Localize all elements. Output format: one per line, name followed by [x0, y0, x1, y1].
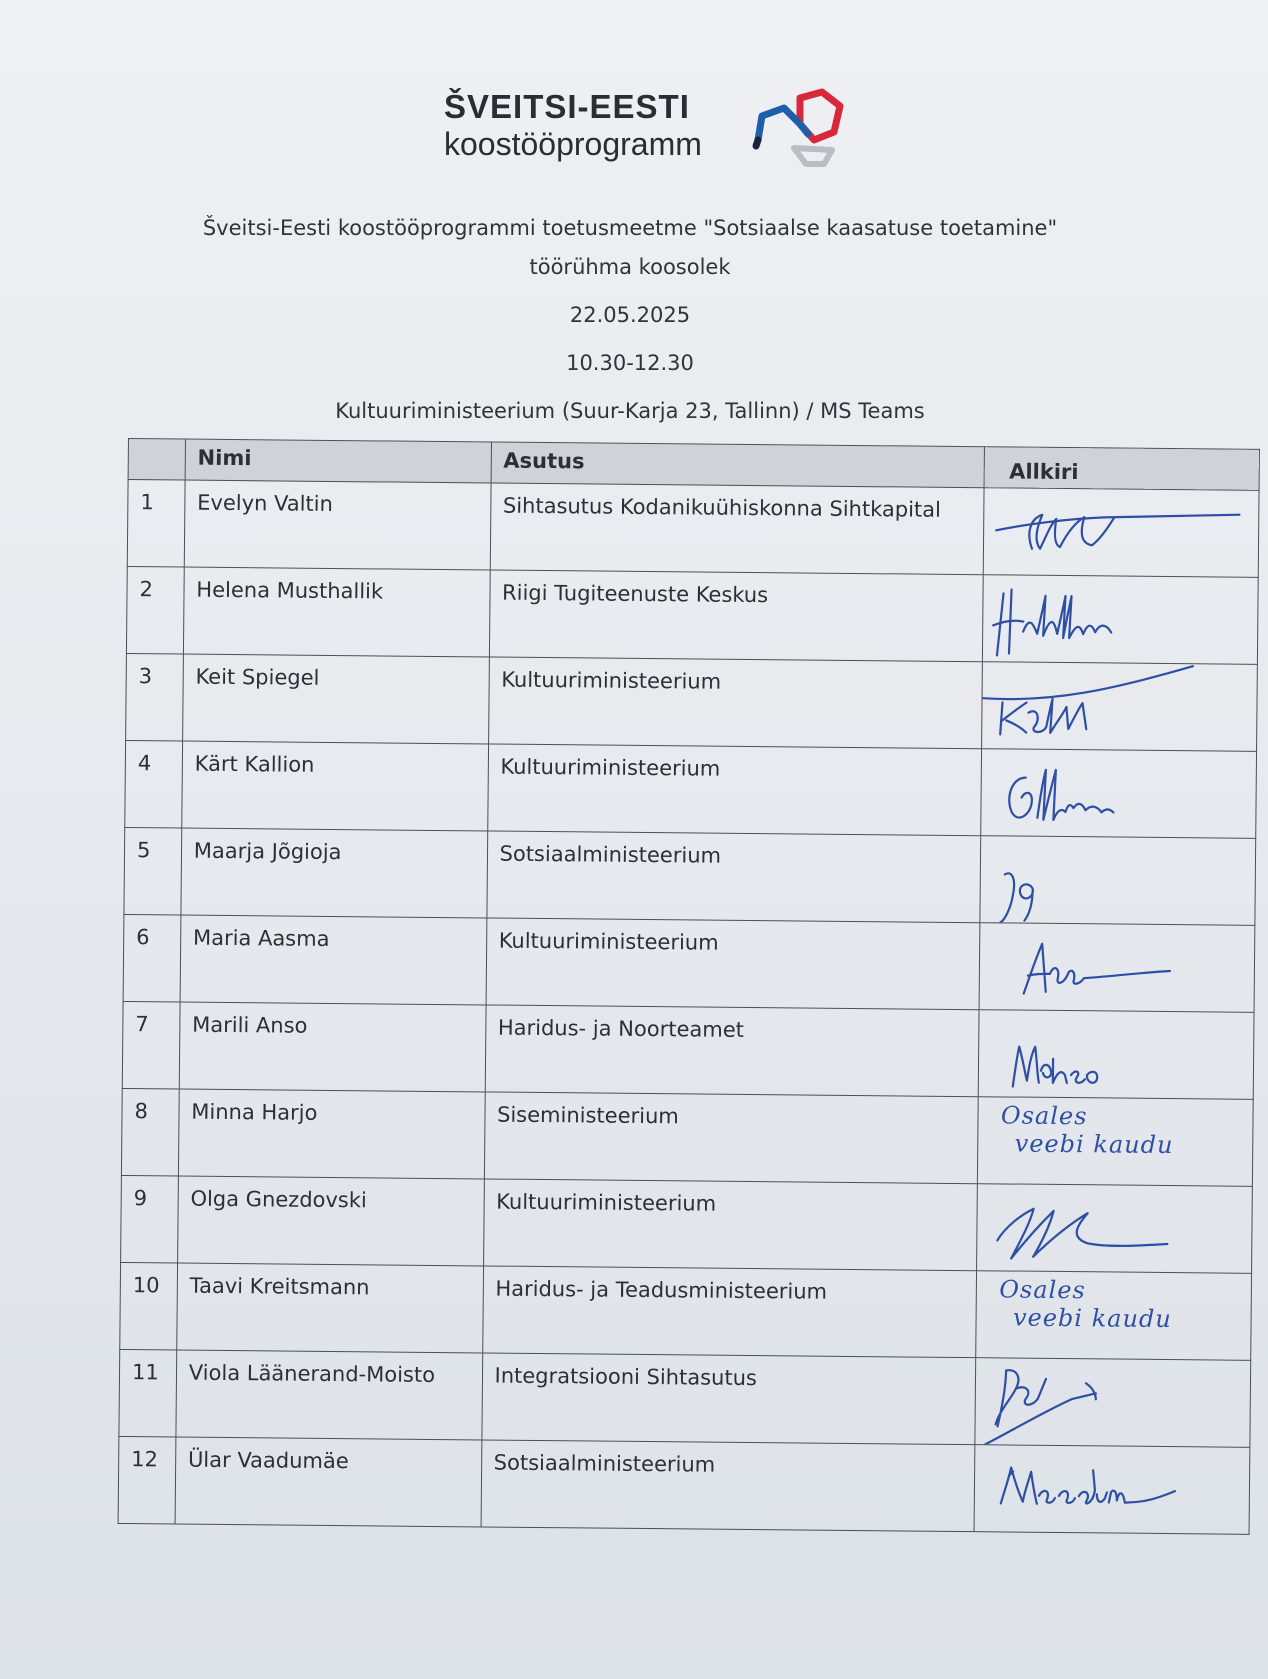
row-org: Sotsiaalministeerium — [486, 831, 981, 923]
row-signature — [978, 1097, 1253, 1187]
hexagon-logo-icon — [750, 88, 846, 168]
header-name: Nimi — [185, 439, 491, 483]
table-row — [126, 653, 1258, 751]
row-org: Kultuuriministeerium — [487, 744, 982, 836]
row-name: Evelyn Valtin — [184, 480, 491, 570]
row-name: Viola Läänerand-Moisto — [176, 1350, 483, 1440]
row-org: Sotsiaalministeerium — [481, 1440, 976, 1532]
row-signature — [974, 1445, 1249, 1535]
table-row — [121, 1175, 1253, 1273]
row-org: Integratsiooni Sihtasutus — [481, 1353, 976, 1445]
handwritten-signature — [983, 575, 1240, 663]
handwritten-signature — [975, 1445, 1232, 1533]
row-name: Maarja Jõgioja — [181, 828, 488, 918]
handwritten-signature — [978, 1184, 1235, 1272]
row-org: Kultuuriministeerium — [483, 1179, 978, 1271]
row-name: Ülar Vaadumäe — [175, 1437, 482, 1527]
handwritten-signature — [982, 749, 1239, 837]
row-name: Taavi Kreitsmann — [177, 1263, 484, 1353]
meeting-location: Kultuuriministeerium (Suur-Karja 23, Tallinn) / MS Teams — [335, 399, 925, 423]
row-org: Haridus- ja Noorteamet — [485, 1005, 980, 1097]
handwritten-signature — [981, 836, 1238, 924]
row-number: 5 — [124, 827, 182, 915]
row-name: Marili Anso — [179, 1002, 486, 1092]
row-name: Maria Aasma — [180, 915, 487, 1005]
row-name: Minna Harjo — [178, 1089, 485, 1179]
logo-title: ŠVEITSI-EESTI — [444, 88, 690, 125]
attendance-table — [118, 438, 1260, 1535]
row-number: 10 — [120, 1262, 178, 1350]
header-nr — [128, 439, 185, 481]
row-signature — [977, 1184, 1252, 1274]
row-number: 11 — [119, 1349, 177, 1437]
row-signature — [979, 1010, 1254, 1100]
row-name: Olga Gnezdovski — [177, 1176, 484, 1266]
header-org: Asutus — [491, 442, 985, 488]
handwritten-signature — [980, 923, 1237, 1011]
table-row — [123, 914, 1255, 1012]
handwritten-signature — [976, 1358, 1233, 1446]
table-row — [119, 1349, 1251, 1447]
table-row — [124, 827, 1256, 925]
meeting-title-line1: Šveitsi-Eesti koostööprogrammi toetusmeetme "Sotsiaalse kaasatuse toetamine" — [202, 216, 1058, 240]
row-signature — [984, 488, 1259, 578]
signature-note: Osales veebi kaudu — [999, 1275, 1172, 1334]
program-logo — [444, 88, 844, 178]
table-row — [120, 1262, 1252, 1360]
meeting-title-line2: töörühma koosolek — [529, 255, 731, 279]
row-org: Siseministeerium — [484, 1092, 979, 1184]
row-signature — [983, 575, 1258, 665]
table-row — [118, 1436, 1250, 1534]
row-signature — [976, 1271, 1251, 1361]
row-org: Kultuuriministeerium — [488, 657, 983, 749]
header-sign — [985, 447, 1260, 491]
row-number: 2 — [126, 566, 184, 654]
row-signature — [980, 836, 1255, 926]
row-number: 1 — [127, 480, 185, 568]
row-org: Haridus- ja Teadusministeerium — [482, 1266, 977, 1358]
row-name: Helena Musthallik — [183, 567, 490, 657]
row-signature — [980, 923, 1255, 1013]
row-org: Kultuuriministeerium — [486, 918, 981, 1010]
handwritten-signature — [983, 662, 1240, 750]
table-row — [127, 480, 1259, 578]
row-name: Kärt Kallion — [182, 741, 489, 831]
handwritten-signature — [984, 488, 1241, 576]
row-number: 4 — [125, 740, 183, 828]
meeting-time: 10.30-12.30 — [566, 351, 694, 375]
row-signature — [975, 1358, 1250, 1448]
row-number: 12 — [118, 1436, 176, 1524]
row-number: 7 — [122, 1001, 180, 1089]
row-number: 6 — [123, 914, 181, 1002]
logo-subtitle: koostööprogramm — [444, 126, 702, 162]
row-number: 8 — [121, 1088, 179, 1176]
row-number: 3 — [126, 653, 184, 741]
meeting-date: 22.05.2025 — [569, 303, 691, 327]
table-row — [122, 1001, 1254, 1099]
signature-note: Osales veebi kaudu — [1000, 1101, 1174, 1160]
row-org: Riigi Tugiteenuste Keskus — [489, 570, 984, 662]
row-name: Keit Spiegel — [182, 654, 489, 744]
header-sign-label: Allkiri — [1009, 459, 1079, 485]
table-row — [126, 566, 1258, 664]
handwritten-signature — [979, 1010, 1236, 1098]
row-signature — [981, 749, 1256, 839]
row-number: 9 — [121, 1175, 179, 1263]
table-row — [121, 1088, 1253, 1186]
row-signature — [982, 662, 1257, 752]
row-org: Sihtasutus Kodanikuühiskonna Sihtkapital — [490, 483, 985, 575]
table-row — [125, 740, 1257, 838]
